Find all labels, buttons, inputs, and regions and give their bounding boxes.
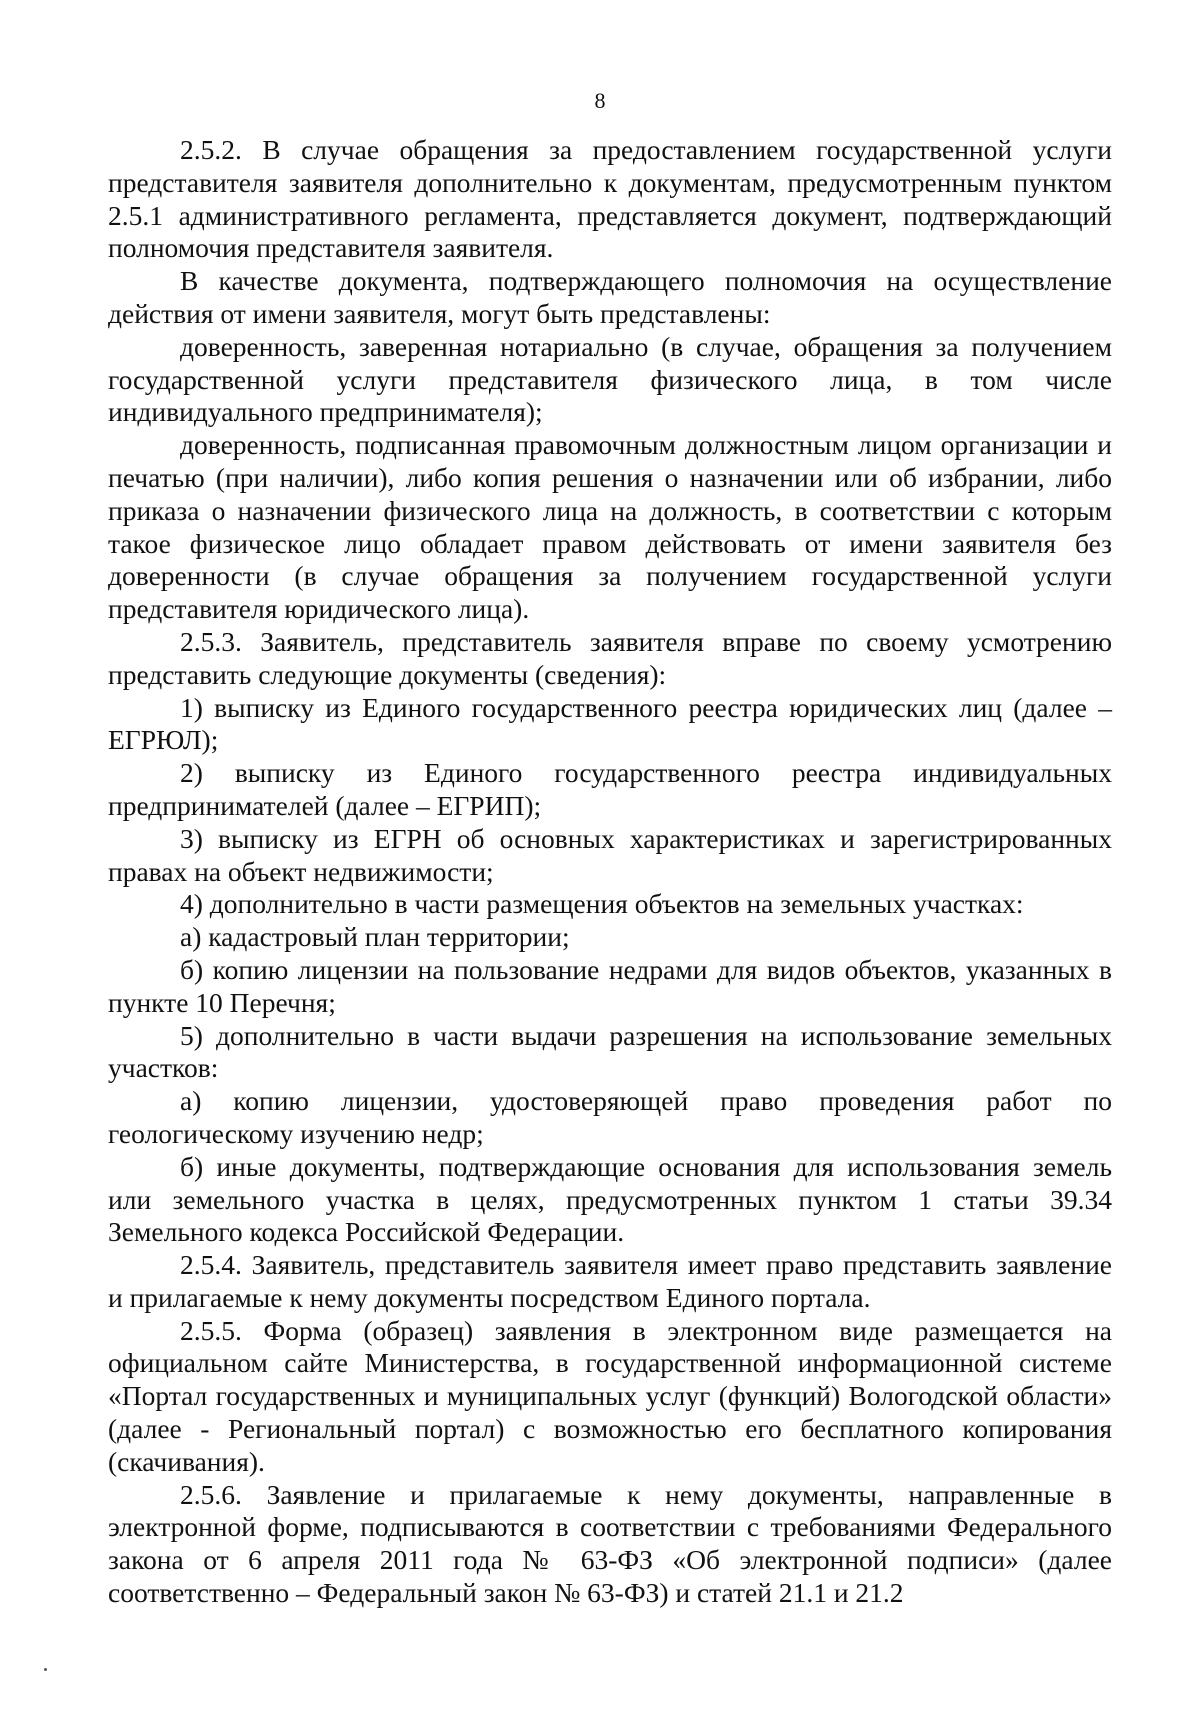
document-body xyxy=(108,134,1112,1610)
list-subitem-other-documents: б) иные документы, подтверждающие основания для использования земель или земельного участка в целях, предусмотренных пунктом 1 статьи 39.34 Земельного кодекса Российской Федерации. xyxy=(108,1150,1112,1248)
list-subitem-geology-license: а) копию лицензии, удостоверяющей право проведения работ по геологическому изучению недр; xyxy=(108,1085,1112,1149)
list-subitem-subsoil-license: б) копию лицензии на пользование недрами для видов объектов, указанных в пункте 10 Перечня; xyxy=(108,953,1112,1018)
paragraph-authority-documents: В качестве документа, подтверждающего полномочия на осуществление действия от имени заявителя, могут быть представлены: xyxy=(108,265,1112,329)
list-item-egrul: 1) выписку из Единого государственного реестра юридических лиц (далее – ЕГРЮЛ); xyxy=(108,691,1112,756)
paragraph-2-5-2: 2.5.2. В случае обращения за предоставлением государственной услуги представителя заявителя дополнительно к документам, предусмотренным пунктом 2.5.1 административного регламента, представляется документ, подтверждающий полномочия представителя заявителя. xyxy=(108,134,1112,264)
page-number: 8 xyxy=(594,88,606,113)
paragraph-notarized-power-of-attorney: доверенность, заверенная нотариально (в случае, обращения за получением государственной услуги представителя физического лица, в том числе индивидуального предпринимателя); xyxy=(108,330,1112,428)
list-item-egrn: 3) выписку из ЕГРН об основных характеристиках и зарегистрированных правах на объект недвижимости; xyxy=(108,822,1112,887)
paragraph-2-5-5: 2.5.5. Форма (образец) заявления в электронном виде размещается на официальном сайте Министерства, в государственной информационной системе «Портал государственных и муниципальных услуг (функций) Вологодской области» (далее - Региональный портал) с возможностью его бесплатного копирования (скачивания). xyxy=(108,1314,1112,1477)
paragraph-2-5-6: 2.5.6. Заявление и прилагаемые к нему документы, направленные в электронной форме, подписываются в соответствии с требованиями Федерального закона от 6 апреля 2011 года № 63-ФЗ «Об электронной подписи» (далее соответственно – Федеральный закон № 63-ФЗ) и статей 21.1 и 21.2 xyxy=(108,1478,1112,1609)
list-item-egrip: 2) выписку из Единого государственного реестра индивидуальных предпринимателей (далее – ЕГРИП); xyxy=(108,757,1112,821)
list-item-land-plots: 4) дополнительно в части размещения объектов на земельных участках: xyxy=(180,888,1024,920)
paragraph-2-5-3: 2.5.3. Заявитель, представитель заявителя вправе по своему усмотрению представить следующие документы (сведения): xyxy=(108,625,1112,690)
paragraph-2-5-4: 2.5.4. Заявитель, представитель заявителя имеет право представить заявление и прилагаемые к нему документы посредством Единого портала. xyxy=(108,1249,1112,1313)
list-subitem-cadastral-plan: а) кадастровый план территории; xyxy=(180,921,570,953)
scan-speck xyxy=(44,1668,47,1671)
list-item-land-use-permit: 5) дополнительно в части выдачи разрешения на использование земельных участков: xyxy=(108,1019,1112,1084)
paragraph-organization-power-of-attorney: доверенность, подписанная правомочным должностным лицом организации и печатью (при наличии), либо копия решения о назначении или об избрании, либо приказа о назначении физического лица на должность, в соответствии с которым такое физическое лицо обладает правом действовать от имени заявителя без доверенности (в случае обращения за получением государственной услуги представителя юридического лица). xyxy=(108,429,1112,625)
